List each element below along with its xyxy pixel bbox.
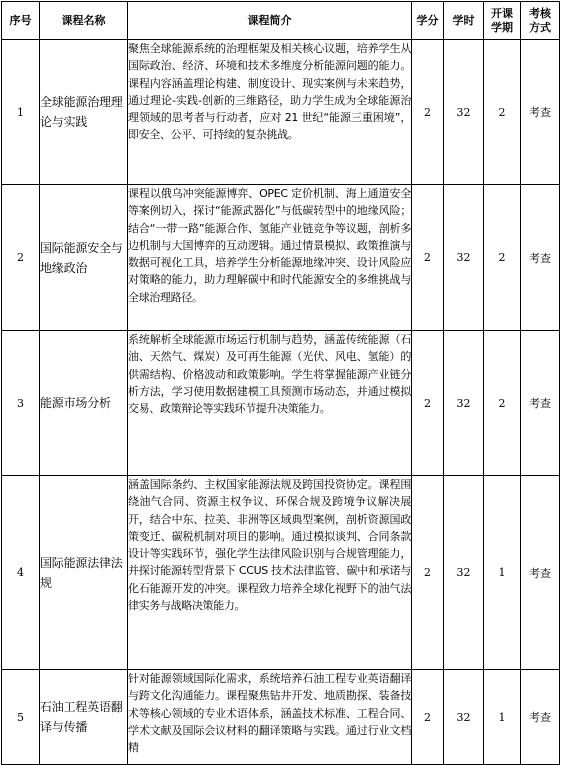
course-term: 2 (484, 185, 521, 331)
table-body (2, 40, 560, 765)
course-desc: 课程以俄乌冲突能源博弈、OPEC 定价机制、海上通道安全等案例切入，探讨“能源武器化”与低碳转型中的地缘风险；结合“一带一路”能源合作、氢能产业链竞争等议题，剖析多边机制与大国博弈的互动逻辑。通过情景模拟、政策推演与数据可视化工具，培养学生分析能源地缘冲突、设计风险应对策略的能力，助力理解碳中和时代能源安全的多维挑战与全球治理路径。 (128, 185, 412, 331)
course-name: 国际能源安全与地缘政治 (40, 185, 128, 331)
course-hours: 32 (444, 40, 484, 185)
course-assess: 考查 (521, 40, 560, 185)
course-name: 石油工程英语翻译与传播 (40, 670, 128, 765)
course-desc: 涵盖国际条约、主权国家能源法规及跨国投资协定。课程围绕油气合同、资源主权争议、环保合规及跨境争议解决展开，结合中东、拉美、非洲等区域典型案例，剖析资源国政策变迁、碳税机制对项目的影响。通过模拟谈判、合同条款设计等实践环节，强化学生法律风险识别与合规管理能力，并探讨能源转型背景下 CCUS 技术法律监管、碳中和承诺与化石能源开发的冲突。课程致力培养全球化视野下的油气法律实务与战略决策能力。 (128, 476, 412, 670)
header-term (484, 2, 521, 40)
course-credit: 2 (412, 476, 444, 670)
course-name: 国际能源法律法规 (40, 476, 128, 670)
course-desc: 聚焦全球能源系统的治理框架及相关核心议题，培养学生从国际政治、经济、环境和技术多维度分析能源问题的能力。课程内容涵盖理论构建、制度设计、现实案例与未来趋势，通过理论-实践-创新的三维路径，助力学生成为全球能源治理领域的思考者与行动者，应对 21 世纪“能源三重困境”，即安全、公平、可持续的复杂挑战。 (128, 40, 412, 185)
course-term: 2 (484, 40, 521, 185)
course-table (1, 1, 560, 765)
course-term: 1 (484, 670, 521, 765)
header-term-line2: 学期 (491, 20, 513, 34)
course-name: 全球能源治理理论与实践 (40, 40, 128, 185)
course-credit: 2 (412, 331, 444, 476)
table-row (2, 670, 560, 765)
course-term: 1 (484, 476, 521, 670)
header-credit: 学分 (412, 2, 444, 40)
header-assess (521, 2, 560, 40)
course-no: 1 (2, 40, 40, 185)
course-hours: 32 (444, 331, 484, 476)
table-row (2, 40, 560, 185)
course-credit: 2 (412, 40, 444, 185)
table-row (2, 185, 560, 331)
course-hours: 32 (444, 670, 484, 765)
header-name: 课程名称 (40, 2, 128, 40)
header-desc: 课程简介 (128, 2, 412, 40)
course-no: 2 (2, 185, 40, 331)
course-credit: 2 (412, 185, 444, 331)
course-hours: 32 (444, 185, 484, 331)
course-hours: 32 (444, 476, 484, 670)
course-no: 4 (2, 476, 40, 670)
header-no: 序号 (2, 2, 40, 40)
course-no: 3 (2, 331, 40, 476)
table-row (2, 331, 560, 476)
course-assess: 考查 (521, 185, 560, 331)
course-term: 2 (484, 331, 521, 476)
course-name: 能源市场分析 (40, 331, 128, 476)
header-term-line1: 开课 (491, 6, 513, 20)
course-desc: 针对能源领域国际化需求，系统培养石油工程专业英语翻译与跨文化沟通能力。课程聚焦钻井开发、地质勘探、装备技术等核心领域的专业术语体系，涵盖技术标准、工程合同、学术文献及国际会议材料的翻译策略与实践。通过行业文档精 (128, 670, 412, 765)
header-assess-line1: 考核 (529, 6, 551, 20)
header-hours: 学时 (444, 2, 484, 40)
course-assess: 考查 (521, 670, 560, 765)
table-header (2, 2, 560, 40)
course-desc: 系统解析全球能源市场运行机制与趋势，涵盖传统能源（石油、天然气、煤炭）及可再生能源（光伏、风电、氢能）的供需结构、价格波动和政策影响。学生将掌握能源产业链分析方法，学习使用数据建模工具预测市场动态，并通过模拟交易、政策辩论等实践环节提升决策能力。 (128, 331, 412, 476)
course-credit: 2 (412, 670, 444, 765)
header-row (2, 2, 560, 40)
course-no: 5 (2, 670, 40, 765)
course-assess: 考查 (521, 331, 560, 476)
header-assess-line2: 方式 (529, 20, 551, 34)
course-assess: 考查 (521, 476, 560, 670)
table-row (2, 476, 560, 670)
